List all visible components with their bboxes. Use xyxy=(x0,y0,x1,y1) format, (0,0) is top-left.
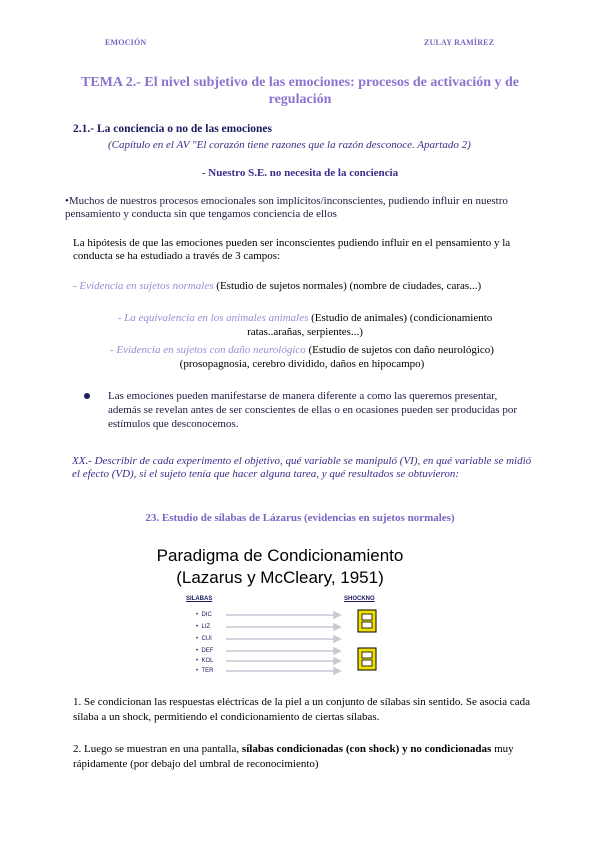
conditioning-figure xyxy=(186,596,426,686)
subheading: - Nuestro S.E. no necesita de la conciencia xyxy=(201,167,399,179)
syllable-text: CUI xyxy=(201,636,212,642)
evidence-text: (Estudio de sujetos con daño neurológico) (prosopagnosia, cerebro dividido, daños en hipocampo) xyxy=(179,344,494,370)
syllables-label: SILABAS xyxy=(186,596,213,602)
shock-label: SHOCKNO xyxy=(344,596,375,602)
document-title: TEMA 2.- El nivel subjetivo de las emociones: procesos de activación y de regulación xyxy=(81,75,519,107)
shock-icon xyxy=(358,648,376,670)
arrow-head xyxy=(334,624,340,630)
syllable-text: LIZ xyxy=(201,624,211,630)
bullet-paragraph: •Muchos de nuestros procesos emocionales son implícitos/inconscientes, pudiendo influir en nuestro pensamiento y conducta sin que tengamos conciencia de ellos xyxy=(65,195,508,220)
syllable-text: KOL xyxy=(201,658,214,664)
paragraph-2-bold: sílabas condicionadas (con shock) y no condicionadas xyxy=(241,743,492,755)
evidence-text: (Estudio de sujetos normales) (nombre de ciudades, caras...) xyxy=(213,280,482,292)
paragraph-2-end: muy rápidamente (por debajo del umbral de reconocimiento) xyxy=(73,743,514,770)
shock-icon xyxy=(358,610,376,632)
evidence-item xyxy=(90,311,520,339)
arrow-head xyxy=(334,658,340,664)
evidence-label: - Evidencia en sujetos normales xyxy=(73,280,214,292)
syllable-item: • KOL xyxy=(196,658,214,664)
syllable-item: • DIC xyxy=(196,612,212,618)
syllable-item: • DEF xyxy=(196,648,214,654)
header-right: ZULAY RAMÍREZ xyxy=(424,38,495,47)
syllable-item: • TER xyxy=(196,668,214,674)
hypothesis-paragraph: La hipótesis de que las emociones pueden ser inconscientes pudiendo influir en el pensamiento y la conducta se ha estudiado a través de 3 campos: xyxy=(73,237,511,262)
bullet-dot xyxy=(84,393,90,399)
arrow-head xyxy=(334,648,340,654)
paragraph-2-start: 2. Luego se muestran en una pantalla, xyxy=(73,743,242,755)
header-left: EMOCIÓN xyxy=(105,38,147,47)
figure-graphics xyxy=(186,596,426,686)
figure-title-line2: (Lazarus y McCleary, 1951) xyxy=(176,568,384,587)
arrow-head xyxy=(334,636,340,642)
syllable-text: DIC xyxy=(201,612,212,618)
syllable-text: DEF xyxy=(201,648,214,654)
figure-title-line1: Paradigma de Condicionamiento xyxy=(156,546,404,565)
dot-paragraph: Las emociones pueden manifestarse de manera diferente a como las queremos presentar, además se revelan antes de ser conscientes de ellas o en ocasiones pueden ser producidas por estímulos que desconocemos. xyxy=(108,390,517,430)
syllable-text: TER xyxy=(201,668,214,674)
syllable-item: • LIZ xyxy=(196,624,211,630)
evidence-label: - La equivalencia en los animales animales xyxy=(117,312,309,324)
evidence-text: (Estudio de animales) (condicionamiento ratas..arañas, serpientes...) xyxy=(247,312,493,338)
paragraph-1: 1. Se condicionan las respuestas eléctricas de la piel a un conjunto de sílabas sin sentido. Se asocia cada sílaba a un shock, permitiendo el condicionamiento de ciertas sílabas. xyxy=(73,696,530,723)
paragraph-2 xyxy=(73,742,533,772)
evidence-item xyxy=(73,279,533,293)
chapter-caption: (Capítulo en el AV "El corazón tiene razones que la razón desconoce. Apartado 2) xyxy=(108,139,471,151)
section-heading: 2.1.- La conciencia o no de las emociones xyxy=(73,123,272,135)
instruction-paragraph: XX.- Describir de cada experimento el objetivo, qué variable se manipuló (VI), en qué variable se midió el efecto (VD), si el sujeto tenía que hacer alguna tarea, y qué resultados se obtuvieron: xyxy=(72,455,532,480)
arrow-head xyxy=(334,668,340,674)
evidence-item xyxy=(82,343,522,371)
arrow-head xyxy=(334,612,340,618)
syllable-item: • CUI xyxy=(196,636,212,642)
evidence-label: - Evidencia en sujetos con daño neurológico xyxy=(110,344,306,356)
section-23-heading: 23. Estudio de sílabas de Lázarus (evidencias en sujetos normales) xyxy=(145,512,455,524)
